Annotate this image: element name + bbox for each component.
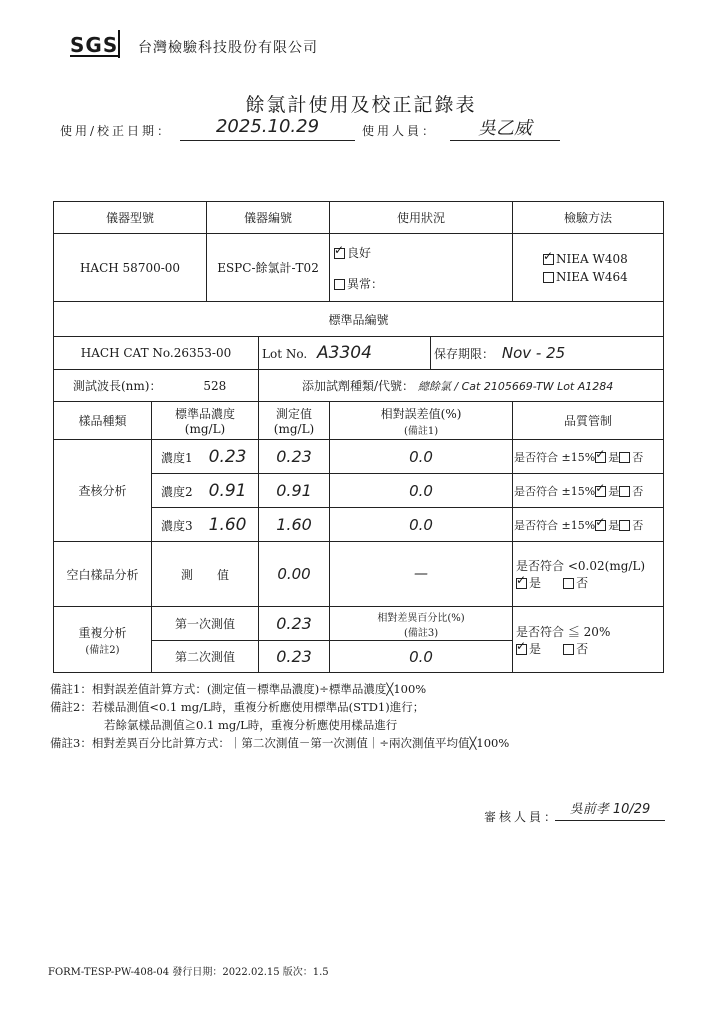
method-header: 檢驗方法 <box>513 202 664 234</box>
std-value[interactable]: 0.91 <box>208 480 247 501</box>
measured-value[interactable]: 1.60 <box>259 508 330 542</box>
checkbox-icon[interactable] <box>619 452 630 463</box>
status-abnormal-label: 異常： <box>347 276 384 291</box>
checkbox-checked-icon[interactable] <box>516 644 527 655</box>
check-header-row <box>54 402 664 440</box>
blank-qc-cell <box>513 542 664 607</box>
qc-text: 是否符合 ±15% <box>514 450 596 464</box>
rel-err-header-note: (備註1) <box>403 425 439 437</box>
std-value[interactable]: 0.23 <box>208 446 247 467</box>
logo-divider <box>118 30 120 58</box>
checkbox-icon[interactable] <box>563 578 574 589</box>
wavelength-value: 528 <box>203 379 227 393</box>
std-value[interactable]: 1.60 <box>208 514 247 535</box>
rdp-value[interactable]: 0.0 <box>330 641 513 673</box>
lot-label: Lot No. <box>262 347 308 361</box>
rel-err-value[interactable]: 0.0 <box>330 440 513 474</box>
dup-qc-text: 是否符合 ≦ 20% <box>516 624 611 639</box>
rel-err-header <box>330 402 513 440</box>
duplicate-row-1 <box>54 607 664 641</box>
measured-value[interactable]: 0.91 <box>259 474 330 508</box>
reagent-label: 添加試劑種類/代號： <box>302 379 415 393</box>
user-label: 使用人員： <box>362 124 438 138</box>
standard-header-row <box>54 302 664 337</box>
blank-qc-no: 否 <box>576 576 589 590</box>
conc-cell <box>152 508 259 542</box>
rel-err-value[interactable]: 0.0 <box>330 474 513 508</box>
duplicate-label: 重複分析 <box>78 625 127 640</box>
wavelength-row <box>54 370 664 402</box>
checkbox-checked-icon[interactable] <box>516 578 527 589</box>
checkbox-checked-icon[interactable] <box>543 254 554 265</box>
std-conc-header: 標準品濃度(mg/L) <box>152 402 259 440</box>
qc-cell <box>513 440 664 474</box>
status-header: 使用狀況 <box>330 202 513 234</box>
standard-cat: HACH CAT No.26353-00 <box>54 337 259 370</box>
method-w464[interactable] <box>543 270 660 284</box>
qc-text: 是否符合 ±15% <box>514 518 596 532</box>
blank-measure-label: 測 值 <box>152 542 259 607</box>
note-2a: 備註2：若樣品測值<0.1 mg/L時，重複分析應使用標準品(STD1)進行； <box>50 700 425 714</box>
expiry-cell <box>431 337 664 370</box>
model-header: 儀器型號 <box>54 202 207 234</box>
rel-err-header-label: 相對誤差值(%) <box>380 406 462 421</box>
second-value[interactable]: 0.23 <box>259 641 330 673</box>
blank-qc-options <box>516 574 660 591</box>
page-title: 餘氯計使用及校正記錄表 <box>245 94 477 116</box>
status-abnormal[interactable] <box>334 275 509 292</box>
second-label: 第二次測值 <box>152 641 259 673</box>
blank-err[interactable]: — <box>330 542 513 607</box>
review-label: 審核人員： <box>484 810 560 824</box>
qc-yes: 是 <box>608 518 620 532</box>
company-name: 台灣檢驗科技股份有限公司 <box>138 40 318 56</box>
number-value: ESPC-餘氯計-T02 <box>207 234 330 302</box>
model-value: HACH 58700-00 <box>54 234 207 302</box>
standard-header: 標準品編號 <box>54 302 664 337</box>
lot-cell <box>259 337 431 370</box>
expiry-label: 保存期限： <box>434 347 495 361</box>
conc-label: 濃度3 <box>161 518 193 533</box>
qc-cell <box>513 474 664 508</box>
type-header: 樣品種類 <box>54 402 152 440</box>
qc-cell <box>513 508 664 542</box>
checkbox-icon[interactable] <box>543 272 554 283</box>
method-w408-label: NIEA W408 <box>556 251 628 266</box>
conc-cell <box>152 474 259 508</box>
table-row <box>54 440 664 474</box>
qc-no: 否 <box>632 450 644 464</box>
qc-text: 是否符合 ±15% <box>514 484 596 498</box>
user-signature[interactable]: 吳乙威 <box>450 114 560 141</box>
checkbox-icon[interactable] <box>619 520 630 531</box>
conc-label: 濃度2 <box>161 484 193 499</box>
check-group-label: 查核分析 <box>54 440 152 542</box>
instrument-row <box>54 234 664 302</box>
reagent-cell <box>259 370 664 402</box>
checkbox-icon[interactable] <box>619 486 630 497</box>
conc-label: 濃度1 <box>161 450 193 465</box>
status-good[interactable] <box>334 244 509 261</box>
checkbox-checked-icon[interactable] <box>595 486 606 497</box>
duplicate-note: (備註2) <box>85 644 120 656</box>
rdp-label: 相對差異百分比(%) <box>377 612 465 624</box>
qc-no: 否 <box>632 518 644 532</box>
instrument-header-row <box>54 202 664 234</box>
blank-qc-yes: 是 <box>529 576 542 590</box>
first-value[interactable]: 0.23 <box>259 607 330 641</box>
number-header: 儀器編號 <box>207 202 330 234</box>
qc-yes: 是 <box>608 484 620 498</box>
checkbox-icon[interactable] <box>563 644 574 655</box>
qc-header: 品質管制 <box>513 402 664 440</box>
checkbox-icon[interactable] <box>334 279 345 290</box>
first-label: 第一次測值 <box>152 607 259 641</box>
note-1: 備註1：相對誤差值計算方式：(測定值－標準品濃度)÷標準品濃度╳100% <box>50 682 427 696</box>
blank-row <box>54 542 664 607</box>
blank-label: 空白樣品分析 <box>54 542 152 607</box>
status-cell <box>330 234 513 302</box>
dup-qc-options <box>516 640 660 657</box>
measured-header: 測定值(mg/L) <box>259 402 330 440</box>
expiry-value[interactable]: Nov - 25 <box>501 344 566 362</box>
method-w408[interactable] <box>543 252 660 266</box>
method-w464-label: NIEA W464 <box>556 269 628 284</box>
dup-qc-cell <box>513 607 664 673</box>
method-cell <box>513 234 664 302</box>
note-2b: 若餘氯樣品測值≧0.1 mg/L時，重複分析應使用樣品進行 <box>104 718 398 732</box>
date-label: 使用/校正日期： <box>60 124 173 138</box>
review-signature[interactable]: 吳前孝 10/29 <box>555 798 665 821</box>
lot-value[interactable]: A3304 <box>317 343 372 363</box>
note-3: 備註3：相對差異百分比計算方式：｜第二次測值－第一次測值｜÷兩次測值平均值╳100% <box>50 736 510 750</box>
blank-measured[interactable]: 0.00 <box>259 542 330 607</box>
measured-value[interactable]: 0.23 <box>259 440 330 474</box>
checkbox-checked-icon[interactable] <box>595 452 606 463</box>
standard-row <box>54 337 664 370</box>
sgs-logo: SGS <box>70 33 119 57</box>
wavelength-cell <box>54 370 259 402</box>
qc-no: 否 <box>632 484 644 498</box>
status-good-label: 良好 <box>347 245 372 260</box>
dup-qc-no: 否 <box>576 641 589 656</box>
checkbox-checked-icon[interactable] <box>334 248 345 259</box>
dup-qc-yes: 是 <box>529 641 542 656</box>
calibration-table <box>53 201 664 673</box>
conc-cell <box>152 440 259 474</box>
date-field[interactable]: 2025.10.29 <box>180 116 355 141</box>
form-footer: FORM-TESP-PW-408-04 發行日期：2022.02.15 版次：1.5 <box>48 967 329 978</box>
qc-yes: 是 <box>608 450 620 464</box>
blank-qc-text: 是否符合 <0.02(mg/L) <box>516 559 646 573</box>
rel-err-value[interactable]: 0.0 <box>330 508 513 542</box>
duplicate-label-cell <box>54 607 152 673</box>
wavelength-label: 測試波長(nm)： <box>73 379 162 393</box>
rdp-label-cell <box>330 607 513 641</box>
checkbox-checked-icon[interactable] <box>595 520 606 531</box>
reagent-value[interactable]: 總餘氯 / Cat 2105669-TW Lot A1284 <box>417 380 614 393</box>
rdp-note: (備註3) <box>403 627 439 639</box>
